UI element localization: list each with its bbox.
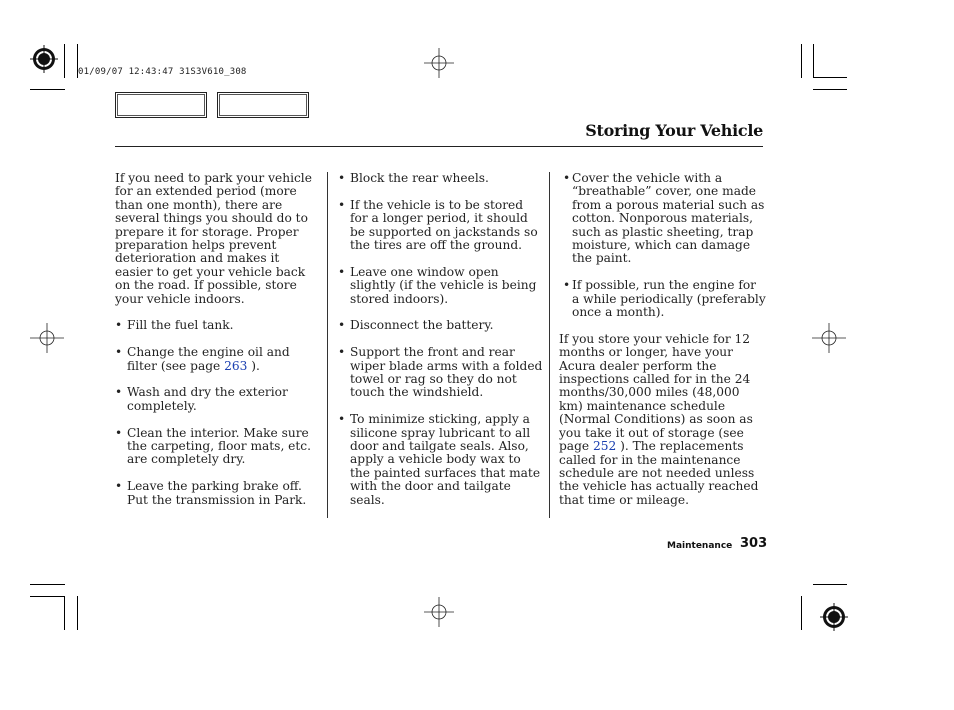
list-item: • Disconnect the battery. [338, 318, 494, 333]
list-item: • Support the front and rear wiper blade arms with a folded towel or rag so they do not touch the windshield. [338, 345, 543, 400]
crop-mark [813, 77, 847, 78]
storage-inspection-paragraph: If you store your vehicle for 12 months or longer, have your Acura dealer perform the inspections called for in the 24 months/30,000 miles (48,000 km) maintenance schedule (Normal Conditions) as soon as you take it out of storage (see page 252 ). The replacements called for in the maintenance schedule are not needed unless the vehicle has actually reached that time or mileage. [559, 331, 759, 507]
crosshair-top-center [424, 48, 454, 78]
list-item: • Clean the interior. Make sure the carpeting, floor mats, etc. are completely dry. [115, 425, 311, 467]
list-item: • Leave the parking brake off. Put the transmission in Park. [115, 479, 307, 507]
crop-mark [30, 596, 65, 597]
column-left [115, 172, 320, 520]
crop-mark [77, 596, 78, 630]
crop-mark [801, 44, 802, 78]
footer-section-label: Maintenance [667, 541, 733, 551]
crop-mark [64, 596, 65, 630]
list-item: • Leave one window open slightly (if the vehicle is being stored indoors). [338, 264, 537, 306]
page-title: Storing Your Vehicle [585, 121, 763, 140]
crop-mark [801, 596, 802, 630]
registration-target-bottom-right [820, 603, 848, 631]
crosshair-right-middle [812, 323, 846, 353]
crop-mark [30, 89, 65, 90]
nav-tab-box [217, 92, 309, 118]
list-item: • Cover the vehicle with a “breathable” cover, one made from a porous material such as cotton. Nonporous materials, such as plastic sheeting, trap moisture, which can damage the paint. [563, 171, 765, 266]
nav-tab-box [115, 92, 207, 118]
intro-paragraph: If you need to park your vehicle for an extended period (more than one month), there are several things you should do to prepare it for storage. Proper preparation helps prevent deterioration and makes it easier to get your vehicle back on the road. If possible, store your vehicle indoors. [115, 171, 312, 306]
crosshair-left-middle [30, 323, 64, 353]
crop-mark [30, 584, 65, 585]
column-right [559, 172, 766, 521]
list-item: • Fill the fuel tank. [115, 318, 234, 333]
header-rule [115, 146, 763, 147]
list-item: • Wash and dry the exterior completely. [115, 385, 288, 413]
page-number: 303 [740, 536, 768, 551]
crop-mark [813, 584, 847, 585]
crop-mark [64, 44, 65, 78]
list-item: • To minimize sticking, apply a silicone spray lubricant to all door and tailgate seals. Also, apply a vehicle body wax to the painted surfaces that mate with the door and tailgate seals. [338, 412, 541, 507]
column-divider [549, 172, 550, 518]
registration-target-top-left [30, 45, 58, 73]
print-timestamp: 01/09/07 12:43:47 31S3V610_308 [78, 67, 247, 77]
list-item: • Change the engine oil and filter (see page 263 ). [115, 345, 290, 373]
crop-mark [813, 89, 847, 90]
crop-mark [813, 44, 814, 78]
column-divider [327, 172, 328, 518]
list-item: • Block the rear wheels. [338, 171, 489, 185]
page-link-263[interactable]: 263 [224, 358, 248, 373]
list-item: • If possible, run the engine for a while periodically (preferably once a month). [563, 278, 766, 320]
crosshair-bottom-center [424, 597, 454, 627]
page-link-252[interactable]: 252 [592, 439, 617, 454]
list-item: • If the vehicle is to be stored for a longer period, it should be supported on jackstands so the tires are off the ground. [338, 197, 538, 253]
column-middle [338, 172, 543, 520]
